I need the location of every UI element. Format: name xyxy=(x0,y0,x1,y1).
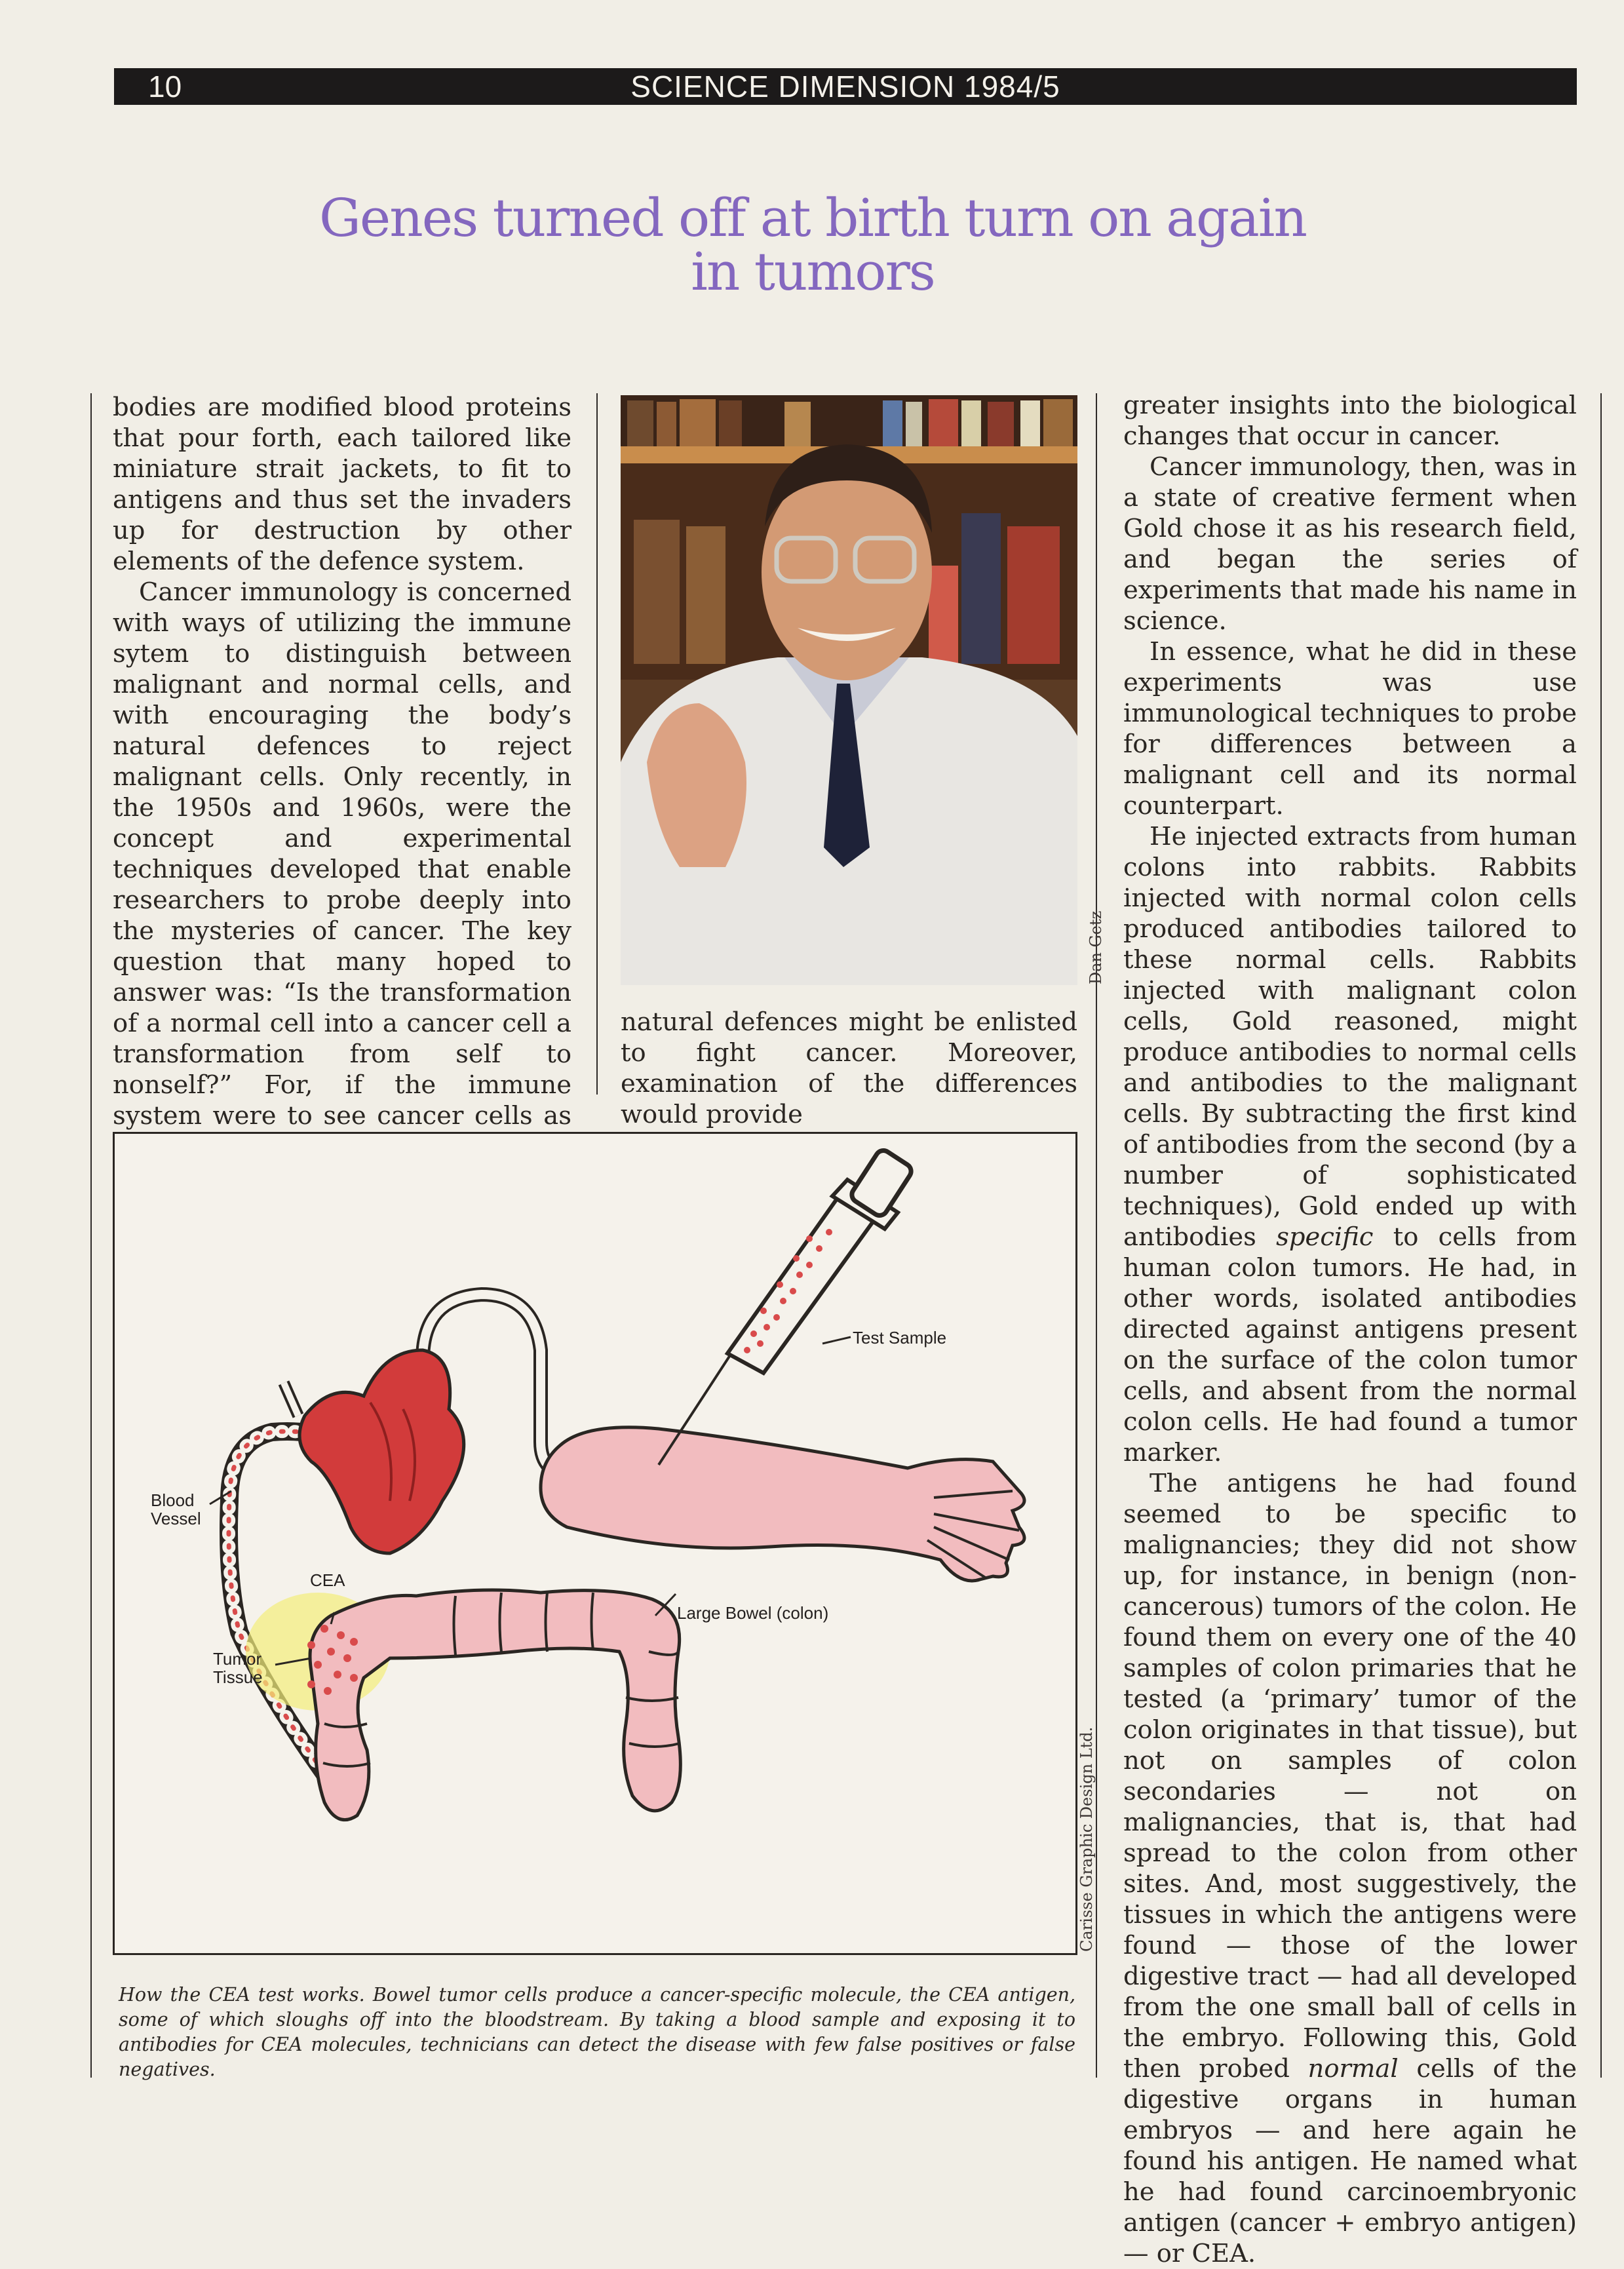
publication-title: SCIENCE DIMENSION 1984/5 xyxy=(630,69,1060,104)
paragraph: Cancer immunology is concerned with ways of utilizing the immune sytem to distinguish between malignant and normal cells, and with encouraging the body’s natural defences to reject malignant cells. Only recently, in the 1950s and 1960s, were the concept and experimental techniques developed that enable researchers to probe deeply into the mysteries of cancer. The key question that many hoped to answer was: “Is the transformation of a normal cell into a cancer cell a transformation from self to nonself?” For, if the immune system were to see cancer cells as xyxy=(113,577,571,1131)
paragraph: bodies are modified blood proteins that pour forth, each tailored like miniature strait jackets, to fit to antigens and thus set the invaders up for destruction by other elements of the defence system. xyxy=(113,393,571,576)
label-tumor-tissue-line-1: Tumor xyxy=(213,1649,262,1669)
paragraph: In essence, what he did in these experiments was use immunological techniques to probe for differences between a malignant cell and its normal counterpart. xyxy=(1123,637,1577,821)
column-rule-1-2 xyxy=(596,393,598,1095)
headline-line-2: in tumors xyxy=(691,241,935,302)
photo-credit: Dan Getz xyxy=(1087,910,1105,984)
emphasis: specific xyxy=(1276,1222,1374,1252)
diagram-credit: Carisse Graphic Design Ltd. xyxy=(1077,1726,1096,1952)
arm-icon xyxy=(541,1427,1024,1581)
emphasis: normal xyxy=(1307,2054,1399,2084)
article-headline xyxy=(197,187,1429,302)
running-header xyxy=(114,68,1577,105)
column-rule-left xyxy=(90,393,92,2078)
headline-line-1: Genes turned off at birth turn on again xyxy=(319,187,1306,248)
cea-diagram-illustration xyxy=(115,1134,1075,1953)
heart-icon xyxy=(300,1350,464,1553)
article-column-1 xyxy=(113,392,571,1162)
column-rule-right xyxy=(1600,393,1602,2078)
article-column-3 xyxy=(1123,390,1577,2269)
column-rule-2-3 xyxy=(1096,393,1097,2078)
paragraph: Cancer immunology, then, was in a state of creative ferment when Gold chose it as his research field, and began the series of experiments that made his name in science. xyxy=(1123,452,1577,636)
label-tumor-tissue-line-2: Tissue xyxy=(213,1667,263,1687)
label-test-sample: Test Sample xyxy=(853,1328,947,1348)
label-blood-vessel-line-2: Vessel xyxy=(151,1509,201,1528)
colon-icon xyxy=(310,1590,680,1820)
paragraph: He injected extracts from human colons into rabbits. Rabbits injected with normal colon cells produced antibodies tailored to these normal cells. Rabbits injected with malignant colon cells, Gold reasoned, might produce antibodies to normal cells and antibodies to the malignant cells. By subtracting the first kind of antibodies from the second (by a number of sophisticated techniques), Gold ended up with antibodies specific to cells from human colon tumors. He had, in other words, isolated antibodies directed against antigens present on the surface of the colon tumor cells, and absent from the normal colon cells. He had found a tumor marker. xyxy=(1123,822,1577,1467)
portrait-illustration xyxy=(621,395,1077,985)
portrait-photo xyxy=(621,395,1077,985)
paragraph: greater insights into the biological changes that occur in cancer. xyxy=(1123,391,1577,451)
label-large-bowel: Large Bowel (colon) xyxy=(677,1603,829,1623)
article-column-2 xyxy=(621,1007,1077,1130)
cea-test-diagram xyxy=(113,1132,1077,1955)
paragraph: The antigens he had found seemed to be specific to malignancies; they did not show up, for instance, in benign (non-cancerous) tumors of the colon. He found them on every one of the 40 samples of colon primaries that he tested (a ‘primary’ tumor of the colon originates in that tissue), but not on samples of colon secondaries — not on malignancies, that is, that had spread to the colon from other sites. And, most suggestively, the tissues in which the antigens were found — those of the lower digestive tract — had all developed from the one small ball of cells in the embryo. Following this, Gold then probed normal cells of the digestive organs in human embryos — and here again he found his antigen. He named what he had found carcinoembryonic antigen (cancer + embryo antigen) — or CEA. xyxy=(1123,1469,1577,2268)
paragraph: natural defences might be enlisted to fight cancer. Moreover, examination of the differences would provide xyxy=(621,1007,1077,1129)
figure-caption: How the CEA test works. Bowel tumor cells produce a cancer-specific molecule, the CEA antigen, some of which sloughs off into the bloodstream. By taking a blood sample and exposing it to antibodies for CEA molecules, technicians can detect the disease with few false positives or false negatives. xyxy=(119,1984,1075,2080)
label-blood-vessel-line-1: Blood xyxy=(151,1490,195,1510)
page-number: 10 xyxy=(148,69,182,104)
label-cea: CEA xyxy=(310,1570,345,1590)
syringe-icon xyxy=(659,1148,914,1465)
